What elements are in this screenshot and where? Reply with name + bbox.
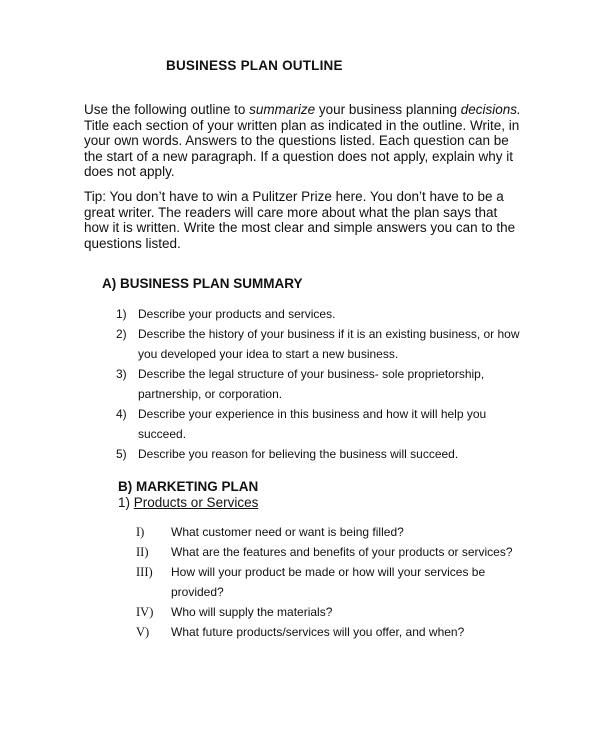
list-item-number: II) xyxy=(136,545,149,559)
list-item-text: Describe the legal structure of your business- sole proprietorship, partnership, or corporation. xyxy=(138,367,485,401)
intro-text-3: Title each section of your written plan as indicated in the outline. Write, in your own words. Answers to the questions listed. Each question can be the start of a new paragraph. If a question does not apply, explain why it does not apply. xyxy=(84,117,520,180)
list-item xyxy=(116,444,536,464)
list-item-number: 3) xyxy=(116,367,127,381)
list-item xyxy=(116,324,536,364)
intro-text-2: your business planning xyxy=(315,102,461,117)
list-item-number: 4) xyxy=(116,407,127,421)
tip-paragraph: Tip: You don’t have to win a Pulitzer Prize here. You don’t have to be a great writer. The readers will care more about what the plan says that how it is written. Write the most clear and simple answers you can to the questions listed. xyxy=(84,189,516,251)
section-a-list xyxy=(116,304,536,464)
list-item xyxy=(116,364,536,404)
intro-emphasis-summarize: summarize xyxy=(249,102,316,117)
document-title: BUSINESS PLAN OUTLINE xyxy=(166,58,343,73)
list-item-text: What future products/services will you offer, and when? xyxy=(171,625,465,639)
list-item-text: How will your product be made or how will your services be provided? xyxy=(171,565,486,599)
list-item-text: What customer need or want is being filled? xyxy=(171,525,404,539)
section-a-heading: A) BUSINESS PLAN SUMMARY xyxy=(102,276,303,291)
section-b-subheading xyxy=(118,495,258,510)
list-item-text: Describe your experience in this business and how it will help you succeed. xyxy=(138,407,487,441)
list-item-number: III) xyxy=(136,565,153,579)
list-item xyxy=(116,304,536,324)
list-item-text: What are the features and benefits of your products or services? xyxy=(171,545,513,559)
intro-emphasis-decisions: decisions. xyxy=(460,102,521,117)
list-item xyxy=(136,622,536,642)
subheading-number: 1) xyxy=(118,495,131,510)
list-item-number: V) xyxy=(136,625,150,639)
list-item-number: 5) xyxy=(116,447,127,461)
intro-paragraph xyxy=(84,102,524,180)
list-item-text: Describe your products and services. xyxy=(138,307,336,321)
list-item-number: IV) xyxy=(136,605,154,619)
list-item-number: I) xyxy=(136,525,145,539)
list-item-text: Describe you reason for believing the business will succeed. xyxy=(138,447,459,461)
subheading-label: Products or Services xyxy=(133,495,259,510)
list-item xyxy=(136,542,536,562)
list-item-text: Who will supply the materials? xyxy=(171,605,333,619)
list-item-text: Describe the history of your business if it is an existing business, or how you developed your idea to start a new business. xyxy=(138,327,520,361)
section-b-list xyxy=(136,522,536,642)
section-b-heading: B) MARKETING PLAN xyxy=(118,479,259,494)
list-item xyxy=(136,602,536,622)
list-item-number: 1) xyxy=(116,307,127,321)
list-item xyxy=(136,562,536,602)
list-item-number: 2) xyxy=(116,327,127,341)
intro-text-1: Use the following outline to xyxy=(84,102,250,117)
list-item xyxy=(136,522,536,542)
list-item xyxy=(116,404,536,444)
